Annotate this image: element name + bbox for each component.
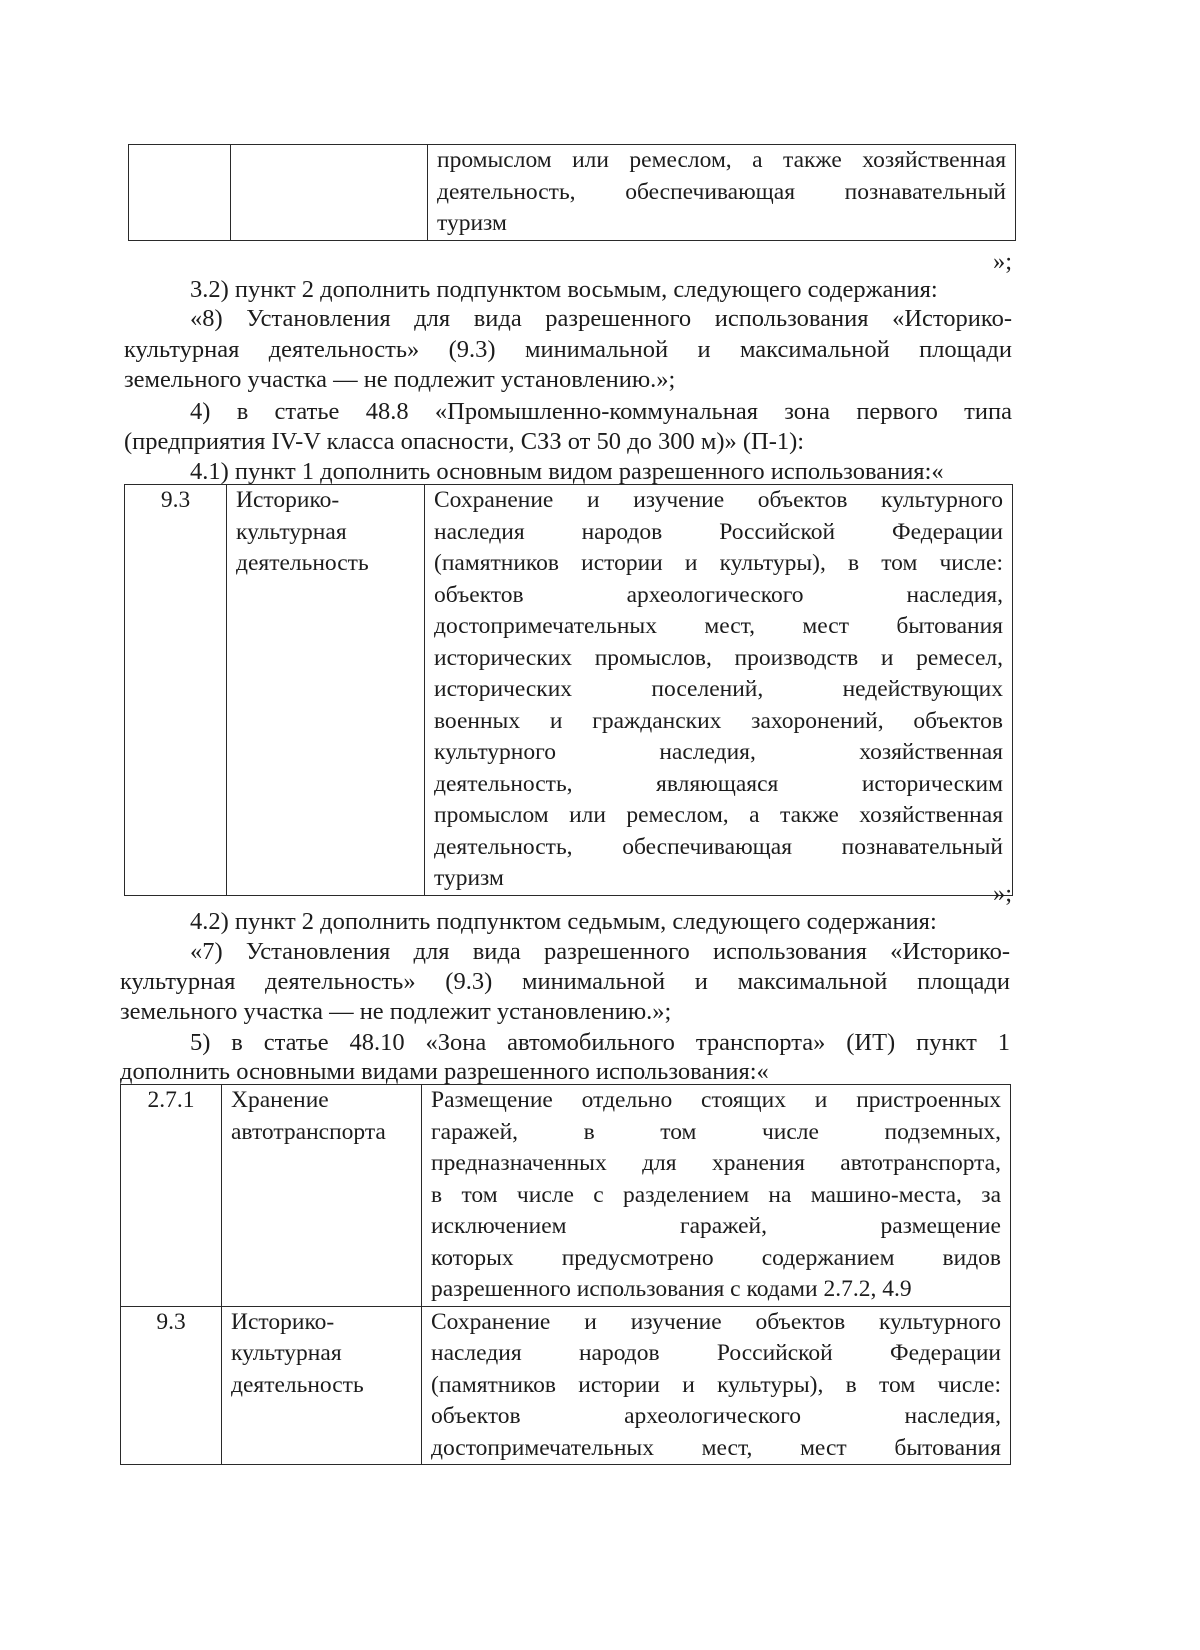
- paragraph-4-2: 4.2) пункт 2 дополнить подпунктом седьмым, следующего содержания:: [190, 908, 937, 935]
- description-line: промыслом или ремеслом, а также хозяйственная: [434, 802, 1003, 828]
- description-cell: [422, 1085, 1011, 1307]
- code-cell: 9.3: [121, 1306, 222, 1465]
- description-line: разрешенного использования с кодами 2.7.2, 4.9: [431, 1276, 912, 1302]
- description-line: (памятников истории и культуры), в том числе:: [431, 1371, 1001, 1398]
- paragraph-5-line-2: дополнить основными видами разрешенного использования:«: [120, 1058, 769, 1085]
- table-row: [129, 145, 1016, 241]
- table-row: [121, 1306, 1011, 1465]
- name-cell: [222, 1085, 422, 1307]
- paragraph-3-2: 3.2) пункт 2 дополнить подпунктом восьмым, следующего содержания:: [190, 276, 938, 303]
- name-line: деятельность: [231, 1371, 364, 1398]
- description-cell: [425, 485, 1013, 896]
- name-line: культурная: [231, 1340, 342, 1366]
- table-zone-it: [120, 1084, 1011, 1465]
- description-line: достопримечательных мест, мест бытования: [434, 613, 1003, 639]
- description-line: деятельность, обеспечивающая познавательный: [434, 833, 1003, 860]
- paragraph-4-1: 4.1) пункт 1 дополнить основным видом разрешенного использования:«: [190, 458, 944, 485]
- description-line: (памятников истории и культуры), в том числе:: [434, 550, 1003, 576]
- description-line: исторических поселений, недействующих: [434, 676, 1003, 702]
- description-line: объектов археологического наследия,: [434, 581, 1003, 608]
- description-line: наследия народов Российской Федерации: [434, 518, 1003, 545]
- description-line: объектов археологического наследия,: [431, 1403, 1001, 1429]
- description-line: предназначенных для хранения автотранспорта,: [431, 1150, 1001, 1176]
- paragraph-4-line-2: (предприятия IV-V класса опасности, СЗЗ от 50 до 300 м)» (П-1):: [124, 428, 805, 455]
- description-line: Размещение отдельно стоящих и пристроенных: [431, 1087, 1001, 1113]
- description-line: наследия народов Российской Федерации: [431, 1340, 1001, 1366]
- description-line: которых предусмотрено содержанием видов: [431, 1244, 1001, 1271]
- description-line: Сохранение и изучение объектов культурного: [431, 1308, 1001, 1335]
- description-cell: [428, 145, 1016, 241]
- table-continuation: [128, 144, 1016, 241]
- name-cell: [231, 145, 428, 241]
- paragraph-7-line-1: «7) Установления для вида разрешенного использования «Историко-: [190, 938, 1010, 965]
- code-cell: 2.7.1: [121, 1085, 222, 1307]
- closing-quote: »;: [992, 248, 1012, 275]
- code-cell: 9.3: [125, 485, 227, 896]
- description-line: Сохранение и изучение объектов культурного: [434, 487, 1003, 513]
- code-cell: [129, 145, 231, 241]
- description-line: туризм: [437, 210, 507, 236]
- table-row: [125, 485, 1013, 896]
- description-line: туризм: [434, 865, 504, 891]
- paragraph-4-line-1: 4) в статье 48.8 «Промышленно-коммунальная зона первого типа: [190, 398, 1012, 425]
- name-line: автотранспорта: [231, 1118, 386, 1145]
- table-row: [121, 1085, 1011, 1307]
- description-line: промыслом или ремеслом, а также хозяйственная: [437, 147, 1006, 173]
- description-line: в том числе с разделением на машино-места, за: [431, 1181, 1001, 1208]
- description-line: деятельность, обеспечивающая познавательный: [437, 178, 1006, 205]
- description-cell: [422, 1306, 1011, 1465]
- description-line: деятельность, являющаяся историческим: [434, 770, 1003, 797]
- name-cell: [227, 485, 425, 896]
- paragraph-8-line-3: земельного участка — не подлежит установлению.»;: [124, 366, 676, 393]
- name-line: Хранение: [231, 1087, 329, 1113]
- paragraph-8-line-1: «8) Установления для вида разрешенного использования «Историко-: [190, 305, 1012, 332]
- paragraph-7-line-3: земельного участка — не подлежит установлению.»;: [120, 998, 672, 1025]
- paragraph-7-line-2: культурная деятельность» (9.3) минимальной и максимальной площади: [120, 968, 1010, 995]
- name-line: деятельность: [236, 550, 369, 576]
- description-line: военных и гражданских захоронений, объектов: [434, 707, 1003, 734]
- description-line: исключением гаражей, размещение: [431, 1213, 1001, 1239]
- name-line: Историко-: [236, 487, 340, 513]
- description-line: исторических промыслов, производств и ремесел,: [434, 644, 1003, 671]
- table-zone-p1: [124, 484, 1013, 896]
- closing-quote: »;: [992, 880, 1012, 907]
- paragraph-5-line-1: 5) в статье 48.10 «Зона автомобильного транспорта» (ИТ) пункт 1: [190, 1029, 1010, 1056]
- name-cell: [222, 1306, 422, 1465]
- name-line: Историко-: [231, 1308, 335, 1335]
- name-line: культурная: [236, 518, 347, 545]
- description-line: достопримечательных мест, мест бытования: [431, 1434, 1001, 1461]
- description-line: гаражей, в том числе подземных,: [431, 1118, 1001, 1145]
- description-line: культурного наследия, хозяйственная: [434, 739, 1003, 765]
- paragraph-8-line-2: культурная деятельность» (9.3) минимальной и максимальной площади: [124, 336, 1012, 363]
